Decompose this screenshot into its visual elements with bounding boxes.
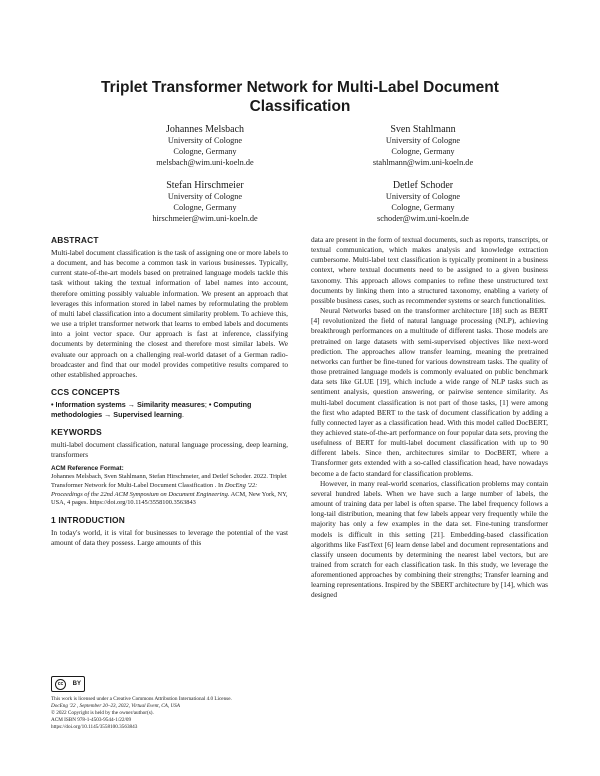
author-location: Cologne, Germany: [173, 202, 237, 212]
author-email: stahlmann@wim.uni-koeln.de: [372, 157, 474, 167]
author-affiliation: University of Cologne: [167, 192, 243, 201]
body-paragraph: Neural Networks based on the transformer architecture [18] such as BERT [4] revolutionized the field of natural language processing (NLP), achieving breakthrough performances on a multitude of different tasks. Those models are pretrained on large datasets with semi-supervised objectives like next-word prediction. The approaches allow transfer learning, meaning the pretrained networks can further be fine-tuned for various downstream tasks. The quality of those pretrained language models is commonly evaluated on public benchmark data sets like GLUE [19], which include a wide range of NLP tasks such as sentiment analysis, question answering, or pairwise sentence similarity. As multi-label document classification is not part of those tasks, [1] were among the first who adapted BERT to the task of document classification by adding a fully connected layer as a classification head. With this model called DocBERT, they achieved state-of-the-art performance on four popular data sets, proving the usefulness of BERT for multi-label document classification with up to 90 different labels. Since then, architectures similar to DocBERT, where a Transformer gets extended with a so-called classification head, have nowadays become a de facto standard for classification problems.: [311, 306, 548, 478]
cc-logo-icon: cc: [55, 679, 66, 690]
author-name: Johannes Melsbach: [165, 124, 245, 135]
acm-reference-publisher: . ACM, New York, NY, USA, 4 pages. https://doi.org/10.1145/3558100.3563843: [51, 490, 288, 507]
right-column: [311, 235, 548, 601]
ccs-concept-1: • Information systems → Similarity measures: [51, 400, 205, 410]
license-line: ACM ISBN 978-1-4503-9544-1/22/09: [51, 717, 132, 723]
keywords-text: multi-label document classification, natural language processing, deep learning, transformers: [51, 440, 288, 460]
author-name: Sven Stahlmann: [390, 124, 456, 135]
author-name: Stefan Hirschmeier: [166, 180, 244, 191]
author-block: [95, 123, 315, 168]
ccs-end: .: [182, 410, 184, 420]
author-email: melsbach@wim.uni-koeln.de: [156, 157, 254, 167]
cc-by-label: BY: [72, 681, 81, 687]
license-text: [51, 696, 296, 731]
keywords-heading: KEYWORDS: [51, 427, 102, 438]
author-block: [313, 179, 533, 224]
body-paragraph: However, in many real-world scenarios, classification problems may contain several hundred labels. When we have such a large number of labels, the amount of training data per label is often sparse. The label frequency follows a long-tail distribution, meaning that few labels appear very frequently while the majority has only a few examples in the data set. Fine-tuning transformer models is difficult in this setting [21]. Embedding-based classification algorithms like FastText [6] learn dense label and document representations and classify unseen documents by determining the nearest label vectors, but are trained from scratch for each classification task. In this study, we leverage the aforementioned approaches by combining their strengths; Transfer learning and learning representations. Inspired by the SBERT architecture by [14], which was designed: [311, 478, 548, 600]
license-line: © 2022 Copyright is held by the owner/author(s).: [51, 710, 154, 716]
author-affiliation: University of Cologne: [167, 136, 243, 145]
license-footnote: [51, 676, 296, 731]
license-line: https://doi.org/10.1145/3558100.3563843: [51, 724, 138, 730]
abstract-text: Multi-label document classification is the task of assigning one or more labels to a document, and has become a common task in various businesses. Typically, current state-of-the-art models based on pretrained language models tackle this task without taking the textual information of label names into account, therefore omitting possibly valuable information. We present an approach that leverages this information stored in label names by reformulating the problem of multi label classification into a document similarity problem. To achieve this, we use a triplet transformer network that learns to embed labels and documents into a joint vector space. Our approach is fast at inference, classifying documents by determining the closest and therefore most similar labels. We evaluate our approach on a challenging real-world dataset of a German radio-broadcaster and find that our model provides competitive results compared to other established approaches.: [51, 248, 288, 379]
paper-title: Triplet Transformer Network for Multi-Label Document Classification: [101, 79, 499, 115]
author-block: [313, 123, 533, 168]
ccs-heading: CCS CONCEPTS: [51, 387, 120, 398]
ccs-concept-2: • Computing methodologies → Supervised learning: [51, 400, 252, 420]
acm-reference-authors: Johannes Melsbach, Sven Stahlmann, Stefan Hirschmeier, and Detlef Schoder. 2022. Triplet Transformer Network for Multi-Label Document Classification . In: [51, 473, 287, 489]
author-affiliation: University of Cologne: [385, 136, 461, 145]
author-location: Cologne, Germany: [173, 146, 237, 156]
body-paragraph: data are present in the form of textual documents, such as reports, transcripts, or textual communication, which makes analysis and knowledge extraction cumbersome. Multi-label text classification is typically prominent in a business context, where textual documents need to be assigned to a given business taxonomy. This approach allows companies to refine these unstructured text documents by linking them into a structured taxonomy, enabling a variety of possible business cases, such as recommender systems or search functionalities.: [311, 235, 548, 305]
author-email: hirschmeier@wim.uni-koeln.de: [152, 213, 258, 223]
left-column: [51, 235, 288, 548]
author-name: Detlef Schoder: [392, 180, 454, 191]
acm-reference-text: [51, 473, 288, 507]
abstract-heading: ABSTRACT: [51, 235, 99, 245]
author-affiliation: University of Cologne: [385, 192, 461, 201]
license-line: DocEng '22 , September 20–23, 2022, Virtual Event, CA, USA: [51, 703, 180, 709]
creative-commons-icon: [51, 676, 85, 692]
introduction-text: In today's world, it is vital for businesses to leverage the potential of the vast amount of data they possess. Large amounts of this: [51, 527, 288, 547]
license-line: This work is licensed under a Creative Commons Attribution International 4.0 License.: [51, 696, 232, 702]
ccs-concepts: [51, 400, 288, 420]
author-email: schoder@wim.uni-koeln.de: [377, 213, 469, 223]
ccs-separator: ;: [204, 400, 209, 410]
author-location: Cologne, Germany: [391, 202, 455, 212]
author-block: [95, 179, 315, 224]
author-location: Cologne, Germany: [391, 146, 455, 156]
acm-reference-heading: ACM Reference Format:: [51, 465, 124, 473]
introduction-heading: 1 INTRODUCTION: [51, 514, 125, 525]
acm-reference-venue: DocEng '22: Proceedings of the 22nd ACM Symposium on Document Engineering: [51, 481, 258, 498]
